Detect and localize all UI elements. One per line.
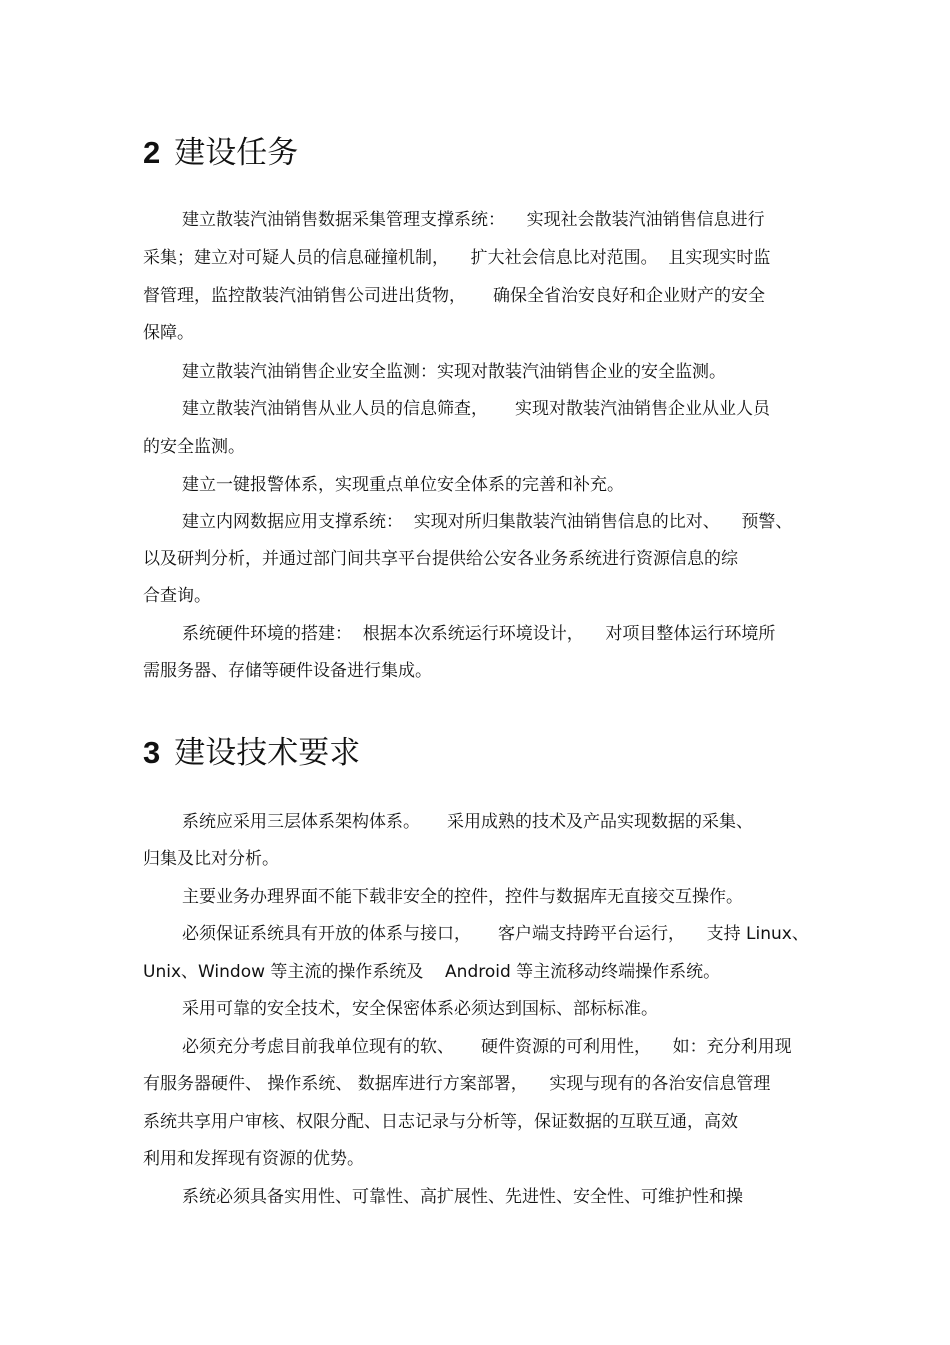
section-2-title: 建设任务 <box>174 135 299 171</box>
paragraph-line: 系统硬件环境的搭建： 根据本次系统运行环境设计， 对项目整体运行环境所 <box>182 624 776 644</box>
paragraph-line: 利用和发挥现有资源的优势。 <box>143 1149 364 1169</box>
paragraph-line: 系统应采用三层体系架构体系。 采用成熟的技术及产品实现数据的采集、 <box>182 812 754 832</box>
paragraph-line: Unix、Window 等主流的操作系统及 Android 等主流移动终端操作系统。 <box>143 962 721 982</box>
paragraph-line: 建立一键报警体系，实现重点单位安全体系的完善和补充。 <box>182 475 624 495</box>
paragraph-line: 需服务器、存储等硬件设备进行集成。 <box>143 661 432 681</box>
section-3-heading <box>143 733 360 773</box>
paragraph-line: 的安全监测。 <box>143 437 245 457</box>
paragraph-line: 必须充分考虑目前我单位现有的软、 硬件资源的可利用性， 如：充分利用现 <box>182 1037 792 1057</box>
paragraph-line: 建立散装汽油销售数据采集管理支撑系统： 实现社会散装汽油销售信息进行 <box>182 210 765 230</box>
paragraph-line: 合查询。 <box>143 586 211 606</box>
paragraph-line: 建立散装汽油销售从业人员的信息筛查， 实现对散装汽油销售企业从业人员 <box>182 399 771 419</box>
paragraph-line: 必须保证系统具有开放的体系与接口， 客户端支持跨平台运行， 支持 Linux、 <box>182 924 809 944</box>
paragraph-line: 建立内网数据应用支撑系统： 实现对所归集散装汽油销售信息的比对、 预警、 <box>182 512 793 532</box>
paragraph-line: 采用可靠的安全技术，安全保密体系必须达到国标、部标标准。 <box>182 999 658 1019</box>
paragraph-line: 建立散装汽油销售企业安全监测：实现对散装汽油销售企业的安全监测。 <box>182 362 726 382</box>
paragraph-line: 采集；建立对可疑人员的信息碰撞机制， 扩大社会信息比对范围。 且实现实时监 <box>143 248 771 268</box>
paragraph-line: 归集及比对分析。 <box>143 849 279 869</box>
section-3-number: 3 <box>143 735 161 770</box>
paragraph-line: 主要业务办理界面不能下载非安全的控件，控件与数据库无直接交互操作。 <box>182 887 743 907</box>
paragraph-line: 系统共享用户审核、权限分配、日志记录与分析等，保证数据的互联互通，高效 <box>143 1112 738 1132</box>
paragraph-line: 系统必须具备实用性、可靠性、高扩展性、先进性、安全性、可维护性和操 <box>182 1187 743 1207</box>
section-3-title: 建设技术要求 <box>174 735 361 771</box>
section-2-heading <box>143 133 298 173</box>
paragraph-line: 以及研判分析，并通过部门间共享平台提供给公安各业务系统进行资源信息的综 <box>143 549 738 569</box>
paragraph-line: 保障。 <box>143 323 194 343</box>
paragraph-line: 有服务器硬件、 操作系统、 数据库进行方案部署， 实现与现有的各治安信息管理 <box>143 1074 771 1094</box>
paragraph-line: 督管理，监控散装汽油销售公司进出货物， 确保全省治安良好和企业财产的安全 <box>143 286 766 306</box>
section-2-number: 2 <box>143 135 161 170</box>
